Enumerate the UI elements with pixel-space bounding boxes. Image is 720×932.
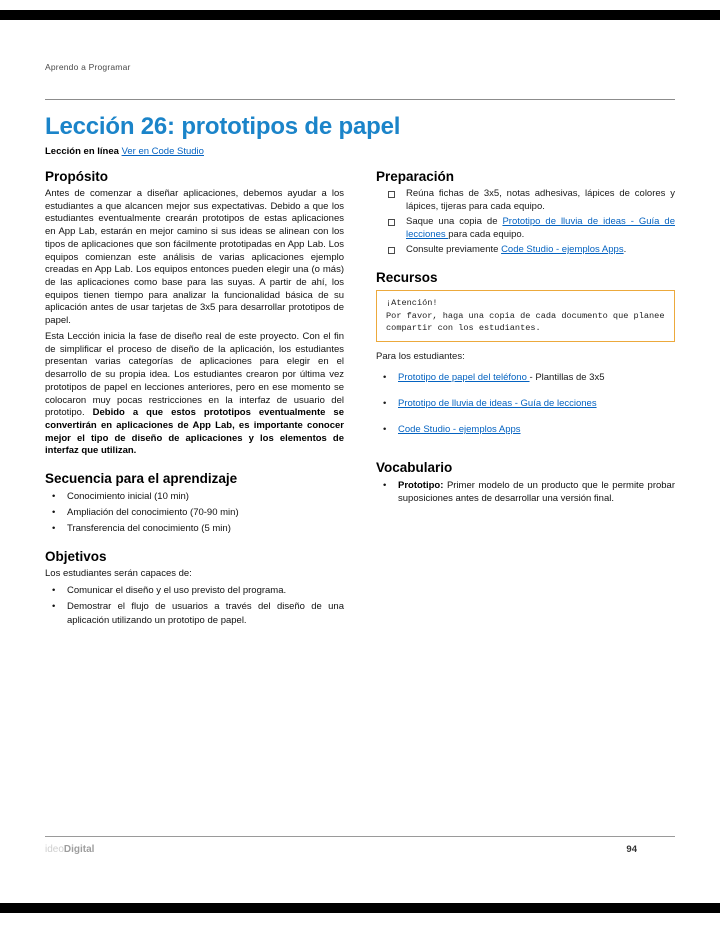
preparacion-list	[376, 188, 675, 257]
footer-brand-light: ideo	[45, 844, 64, 855]
checkbox-icon[interactable]	[388, 247, 395, 254]
preparacion-item	[376, 244, 675, 257]
prep-text: Consulte previamente	[406, 244, 502, 256]
resource-link[interactable]: Prototipo de lluvia de ideas - Guía de lecciones	[398, 398, 597, 410]
objetivo-item: • Comunicar el diseño y el uso previsto del programa.	[45, 584, 344, 598]
vocabulario-heading: Vocabulario	[376, 459, 453, 475]
resource-item	[376, 397, 675, 410]
header-brand: Aprendo a Programar	[45, 62, 131, 72]
student-resources-list	[376, 371, 675, 437]
secuencia-item: • Conocimiento inicial (10 min)	[45, 490, 344, 504]
page-footer	[45, 836, 675, 855]
prep-link[interactable]: Prototipo de lluvia de ideas - Guía de lecciones	[406, 216, 675, 240]
preparacion-item-text	[406, 188, 675, 213]
checkbox-icon[interactable]	[388, 219, 395, 226]
page-content	[45, 20, 675, 631]
proposito-paragraph-2-bold: Debido a que estos prototipos eventualmente se convertirán en aplicaciones de App Lab, es importante conocer mejor el tipo de diseño de aplicaciones y los elementos de interfaz que utilizan.	[45, 407, 345, 457]
proposito-paragraph-2	[45, 331, 344, 458]
top-black-bar	[0, 10, 720, 20]
recursos-heading: Recursos	[376, 269, 438, 285]
prep-text: Saque una copia de	[406, 216, 503, 228]
proposito-paragraph-2-text: Esta Lección inicia la fase de diseño real de este proyecto. Con el fin de simplificar el proceso de diseño de la aplicación, los estudiantes presentan varias categorías de aplicaciones para elegir en el desarrollo de su propia idea. Los estudiantes crearon por última vez prototipos de papel en lecciones anteriores, pero en ese momento se colocaron muy pocas restricciones en la interfaz de usuario del prototipo.	[45, 330, 344, 419]
resource-item	[376, 423, 675, 436]
preparacion-item	[376, 216, 675, 241]
resource-suffix: - Plantillas de 3x5	[529, 371, 605, 383]
objetivos-list	[45, 584, 344, 627]
vocabulario-definition: Primer modelo de un producto que le permite probar suposiciones antes de desarrollar una versión final.	[398, 479, 675, 505]
page-number: 94	[626, 844, 637, 855]
bottom-black-bar	[0, 903, 720, 913]
resource-item	[376, 371, 675, 384]
prep-link[interactable]: Code Studio - ejemplos Apps	[501, 244, 624, 256]
online-lesson-link[interactable]: Ver en Code Studio	[121, 146, 204, 157]
secuencia-heading: Secuencia para el aprendizaje	[45, 471, 238, 487]
preparacion-item-text	[406, 244, 626, 257]
footer-brand-bold: Digital	[63, 844, 95, 855]
resource-link[interactable]: Prototipo de papel del teléfono	[398, 371, 530, 383]
students-label: Para los estudiantes:	[376, 350, 465, 362]
attention-body: Por favor, haga una copia de cada documento que planee compartir con los estudiantes.	[386, 310, 665, 333]
secuencia-item: • Ampliación del conocimiento (70-90 min)	[45, 506, 344, 520]
prep-text: Reúna fichas de 3x5, notas adhesivas, lápices de colores y lápices, tijeras para cada equipo.	[406, 188, 675, 212]
secuencia-item: • Transferencia del conocimiento (5 min)	[45, 522, 344, 536]
objetivos-intro: Los estudiantes serán capaces de:	[45, 568, 192, 580]
document-header	[45, 62, 675, 72]
resource-link[interactable]: Code Studio - ejemplos Apps	[398, 424, 521, 436]
checkbox-icon[interactable]	[388, 191, 395, 198]
vocabulario-item	[376, 479, 675, 507]
footer-divider	[45, 836, 675, 837]
objetivos-heading: Objetivos	[45, 549, 107, 565]
proposito-heading: Propósito	[45, 169, 108, 184]
attention-title: ¡Atención!	[386, 297, 438, 308]
attention-callout	[376, 290, 675, 342]
vocabulario-term: Prototipo:	[398, 479, 444, 491]
vocabulario-list	[376, 479, 675, 507]
online-lesson-label: Lección en línea	[45, 146, 119, 157]
objetivo-item: • Demostrar el flujo de usuarios a través del diseño de una aplicación utilizando un prototipo de papel.	[45, 600, 344, 628]
online-lesson-line	[45, 146, 675, 157]
preparacion-item-text	[406, 216, 675, 241]
two-column-layout	[45, 167, 675, 631]
preparacion-heading: Preparación	[376, 169, 455, 184]
preparacion-item	[376, 188, 675, 213]
left-column	[45, 167, 344, 631]
header-divider	[45, 99, 675, 100]
secuencia-list	[45, 490, 344, 535]
prep-text-suffix: para cada equipo.	[448, 228, 525, 240]
footer-row	[45, 844, 675, 855]
footer-brand	[45, 844, 94, 855]
prep-text-suffix: .	[623, 244, 627, 256]
right-column	[376, 167, 675, 631]
proposito-paragraph-1: Antes de comenzar a diseñar aplicaciones, debemos ayudar a los estudiantes a que alcancen mejor sus expectativas. Debido a que los estudiantes eventualmente crearán prototipos de estas aplicaciones en App Lab, estarán en mejor camino si sus ideas se alinean con los tipos de aplicaciones que son fácilmente prototipadas en App Lab. Los equipos comienzan este análisis de varias aplicaciones ejemplo creadas en App Lab. Los equipos entonces pueden elegir una (o más) de las aplicaciones como base para las suyas. A partir de ahí, los equipos tienen tiempo para analizar la funcionalidad básica de su aplicación antes de usar tarjetas de 3x5 para desarrollar prototipos de papel.	[45, 188, 344, 327]
page-title: Lección 26: prototipos de papel	[45, 113, 401, 140]
